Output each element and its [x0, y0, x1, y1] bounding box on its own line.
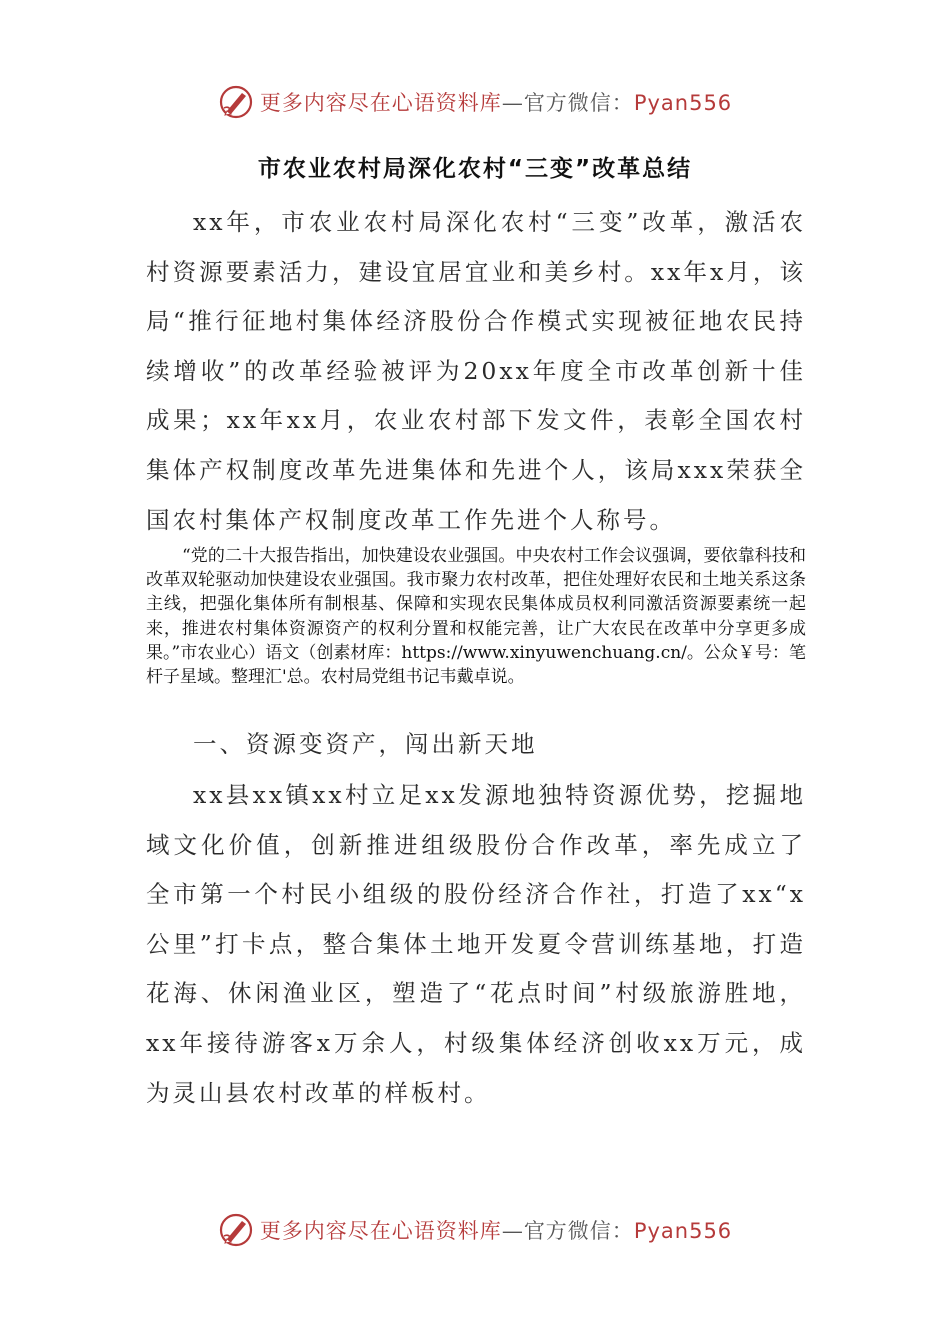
- watermark-header: [0, 82, 950, 122]
- quote-paragraph: “党的二十大报告指出，加快建设农业强国。中央农村工作会议强调，要依靠科技和改革双轮驱动加快建设农业强国。我市聚力农村改革，把住处理好农民和土地关系这条主线，把强化集体所有制根基、保障和实现农民集体成员权利同激活资源要素统一起来，推进农村集体资源资产的权利分置和权能完善，让广大农民在改革中分享更多成果。”市农业心）语文（创素材库：https://www.xinyuwenchuang.cn/。公众￥号：笔杆子星域。整理汇'总。农村局党组书记韦戴卓说。: [146, 546, 806, 688]
- document-title: 市农业农村局深化农村“三变”改革总结: [257, 156, 693, 182]
- watermark-wechat-id: Pyan556: [633, 91, 733, 115]
- watermark-footer: [0, 1210, 950, 1250]
- watermark-text: [260, 87, 732, 117]
- pen-logo-icon: [218, 84, 254, 120]
- watermark-wechat-id: Pyan556: [633, 1219, 733, 1243]
- watermark-main: 更多内容尽在心语资料库: [259, 91, 502, 115]
- watermark-text: [260, 1215, 732, 1245]
- section-1-body: xx县xx镇xx村立足xx发源地独特资源优势，挖掘地域文化价值，创新推进组级股份合作改革，率先成立了全市第一个村民小组级的股份经济合作社，打造了xx“x公里”打卡点，整合集体土地开发夏令营训练基地，打造花海、休闲渔业区，塑造了“花点时间”村级旅游胜地，xx年接待游客x万余人，村级集体经济创收xx万元，成为灵山县农村改革的样板村。: [146, 781, 806, 1107]
- watermark-dash: —: [501, 91, 524, 115]
- watermark-official: 官方微信：: [523, 91, 634, 115]
- watermark-dash: —: [501, 1219, 524, 1243]
- watermark-main: 更多内容尽在心语资料库: [259, 1219, 502, 1243]
- body-paragraph-1: xx年，市农业农村局深化农村“三变”改革，激活农村资源要素活力，建设宜居宜业和美乡村。xx年x月，该局“推行征地村集体经济股份合作模式实现被征地农民持续增收”的改革经验被评为20xx年度全市改革创新十佳成果；xx年xx月，农业农村部下发文件，表彰全国农村集体产权制度改革先进集体和先进个人，该局xxx荣获全国农村集体产权制度改革工作先进个人称号。: [146, 208, 806, 534]
- pen-logo-icon: [218, 1212, 254, 1248]
- watermark-official: 官方微信：: [523, 1219, 634, 1243]
- section-heading-1: 一、资源变资产，闯出新天地: [193, 730, 538, 758]
